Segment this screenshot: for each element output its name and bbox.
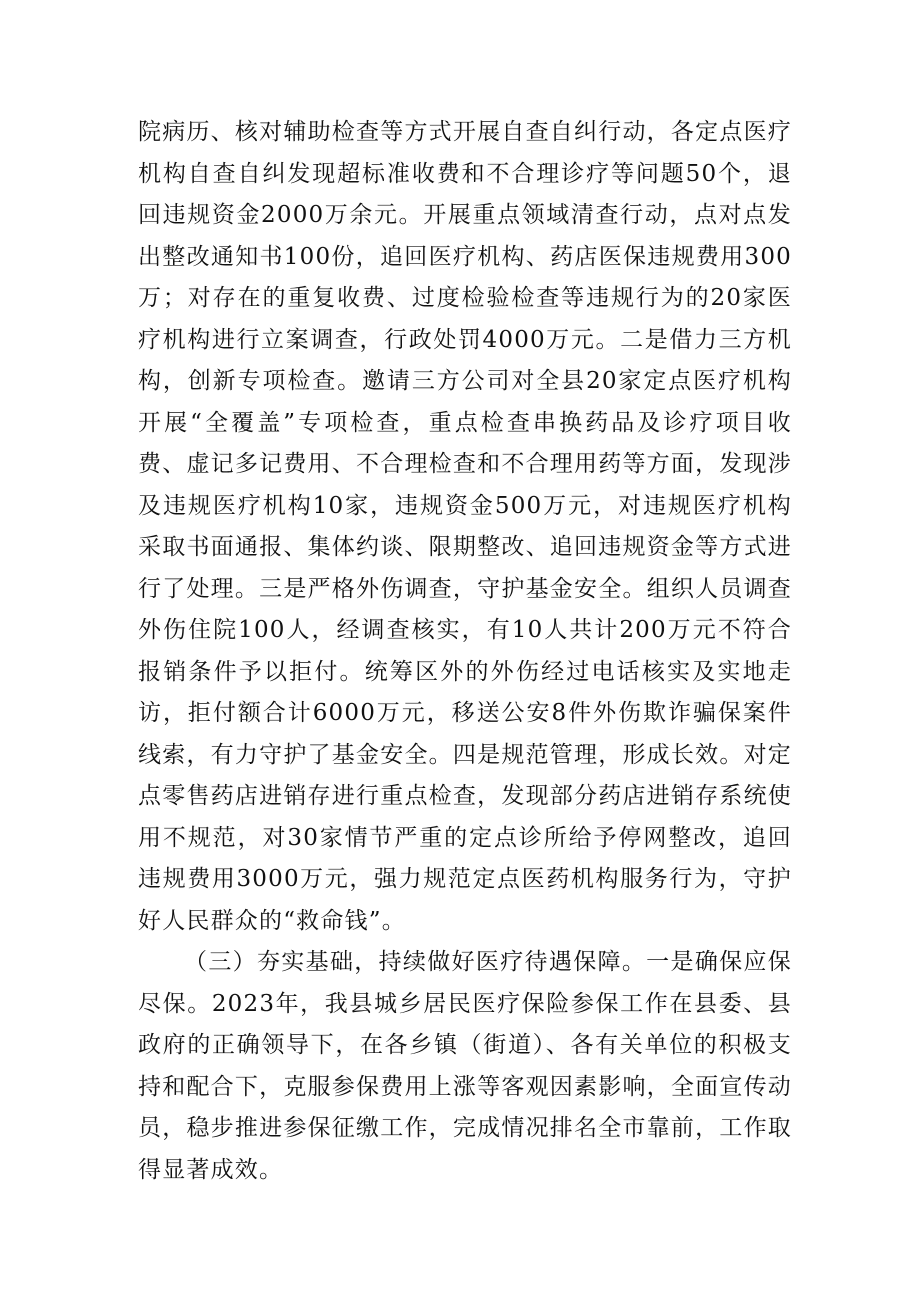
paragraph-fund-supervision: 院病历、核对辅助检查等方式开展自查自纠行动，各定点医疗机构自查自纠发现超标准收费和不合理诊疗等问题50个，退回违规资金2000万余元。开展重点领域清查行动，点对点发出整改通知书100份，追回医疗机构、药店医保违规费用300万；对存在的重复收费、过度检验检查等违规行为的20家医疗机构进行立案调查，行政处罚4000万元。二是借力三方机构，创新专项检查。邀请三方公司对全县20家定点医疗机构开展“全覆盖”专项检查，重点检查串换药品及诊疗项目收费、虚记多记费用、不合理检查和不合理用药等方面，发现涉及违规医疗机构10家，违规资金500万元，对违规医疗机构采取书面通报、集体约谈、限期整改、追回违规资金等方式进行了处理。三是严格外伤调查，守护基金安全。组织人员调查外伤住院100人，经调查核实，有10人共计200万元不符合报销条件予以拒付。统筹区外的外伤经过电话核实及实地走访，拒付额合计6000万元，移送公安8件外伤欺诈骗保案件线索，有力守护了基金安全。四是规范管理，形成长效。对定点零售药店进销存进行重点检查，发现部分药店进销存系统使用不规范，对30家情节严重的定点诊所给予停网整改，追回违规费用3000万元，强力规范定点医药机构服务行为，守护好人民群众的“救命钱”。 <box>138 119 792 934</box>
document-body <box>138 112 792 1191</box>
paragraph-medical-benefits: （三）夯实基础，持续做好医疗待遇保障。一是确保应保尽保。2023年，我县城乡居民医疗保险参保工作在县委、县政府的正确领导下，在各乡镇（街道）、各有关单位的积极支持和配合下，克服参保费用上涨等客观因素影响，全面宣传动员，稳步推进参保征缴工作，完成情况排名全市靠前，工作取得显著成效。 <box>138 949 792 1183</box>
